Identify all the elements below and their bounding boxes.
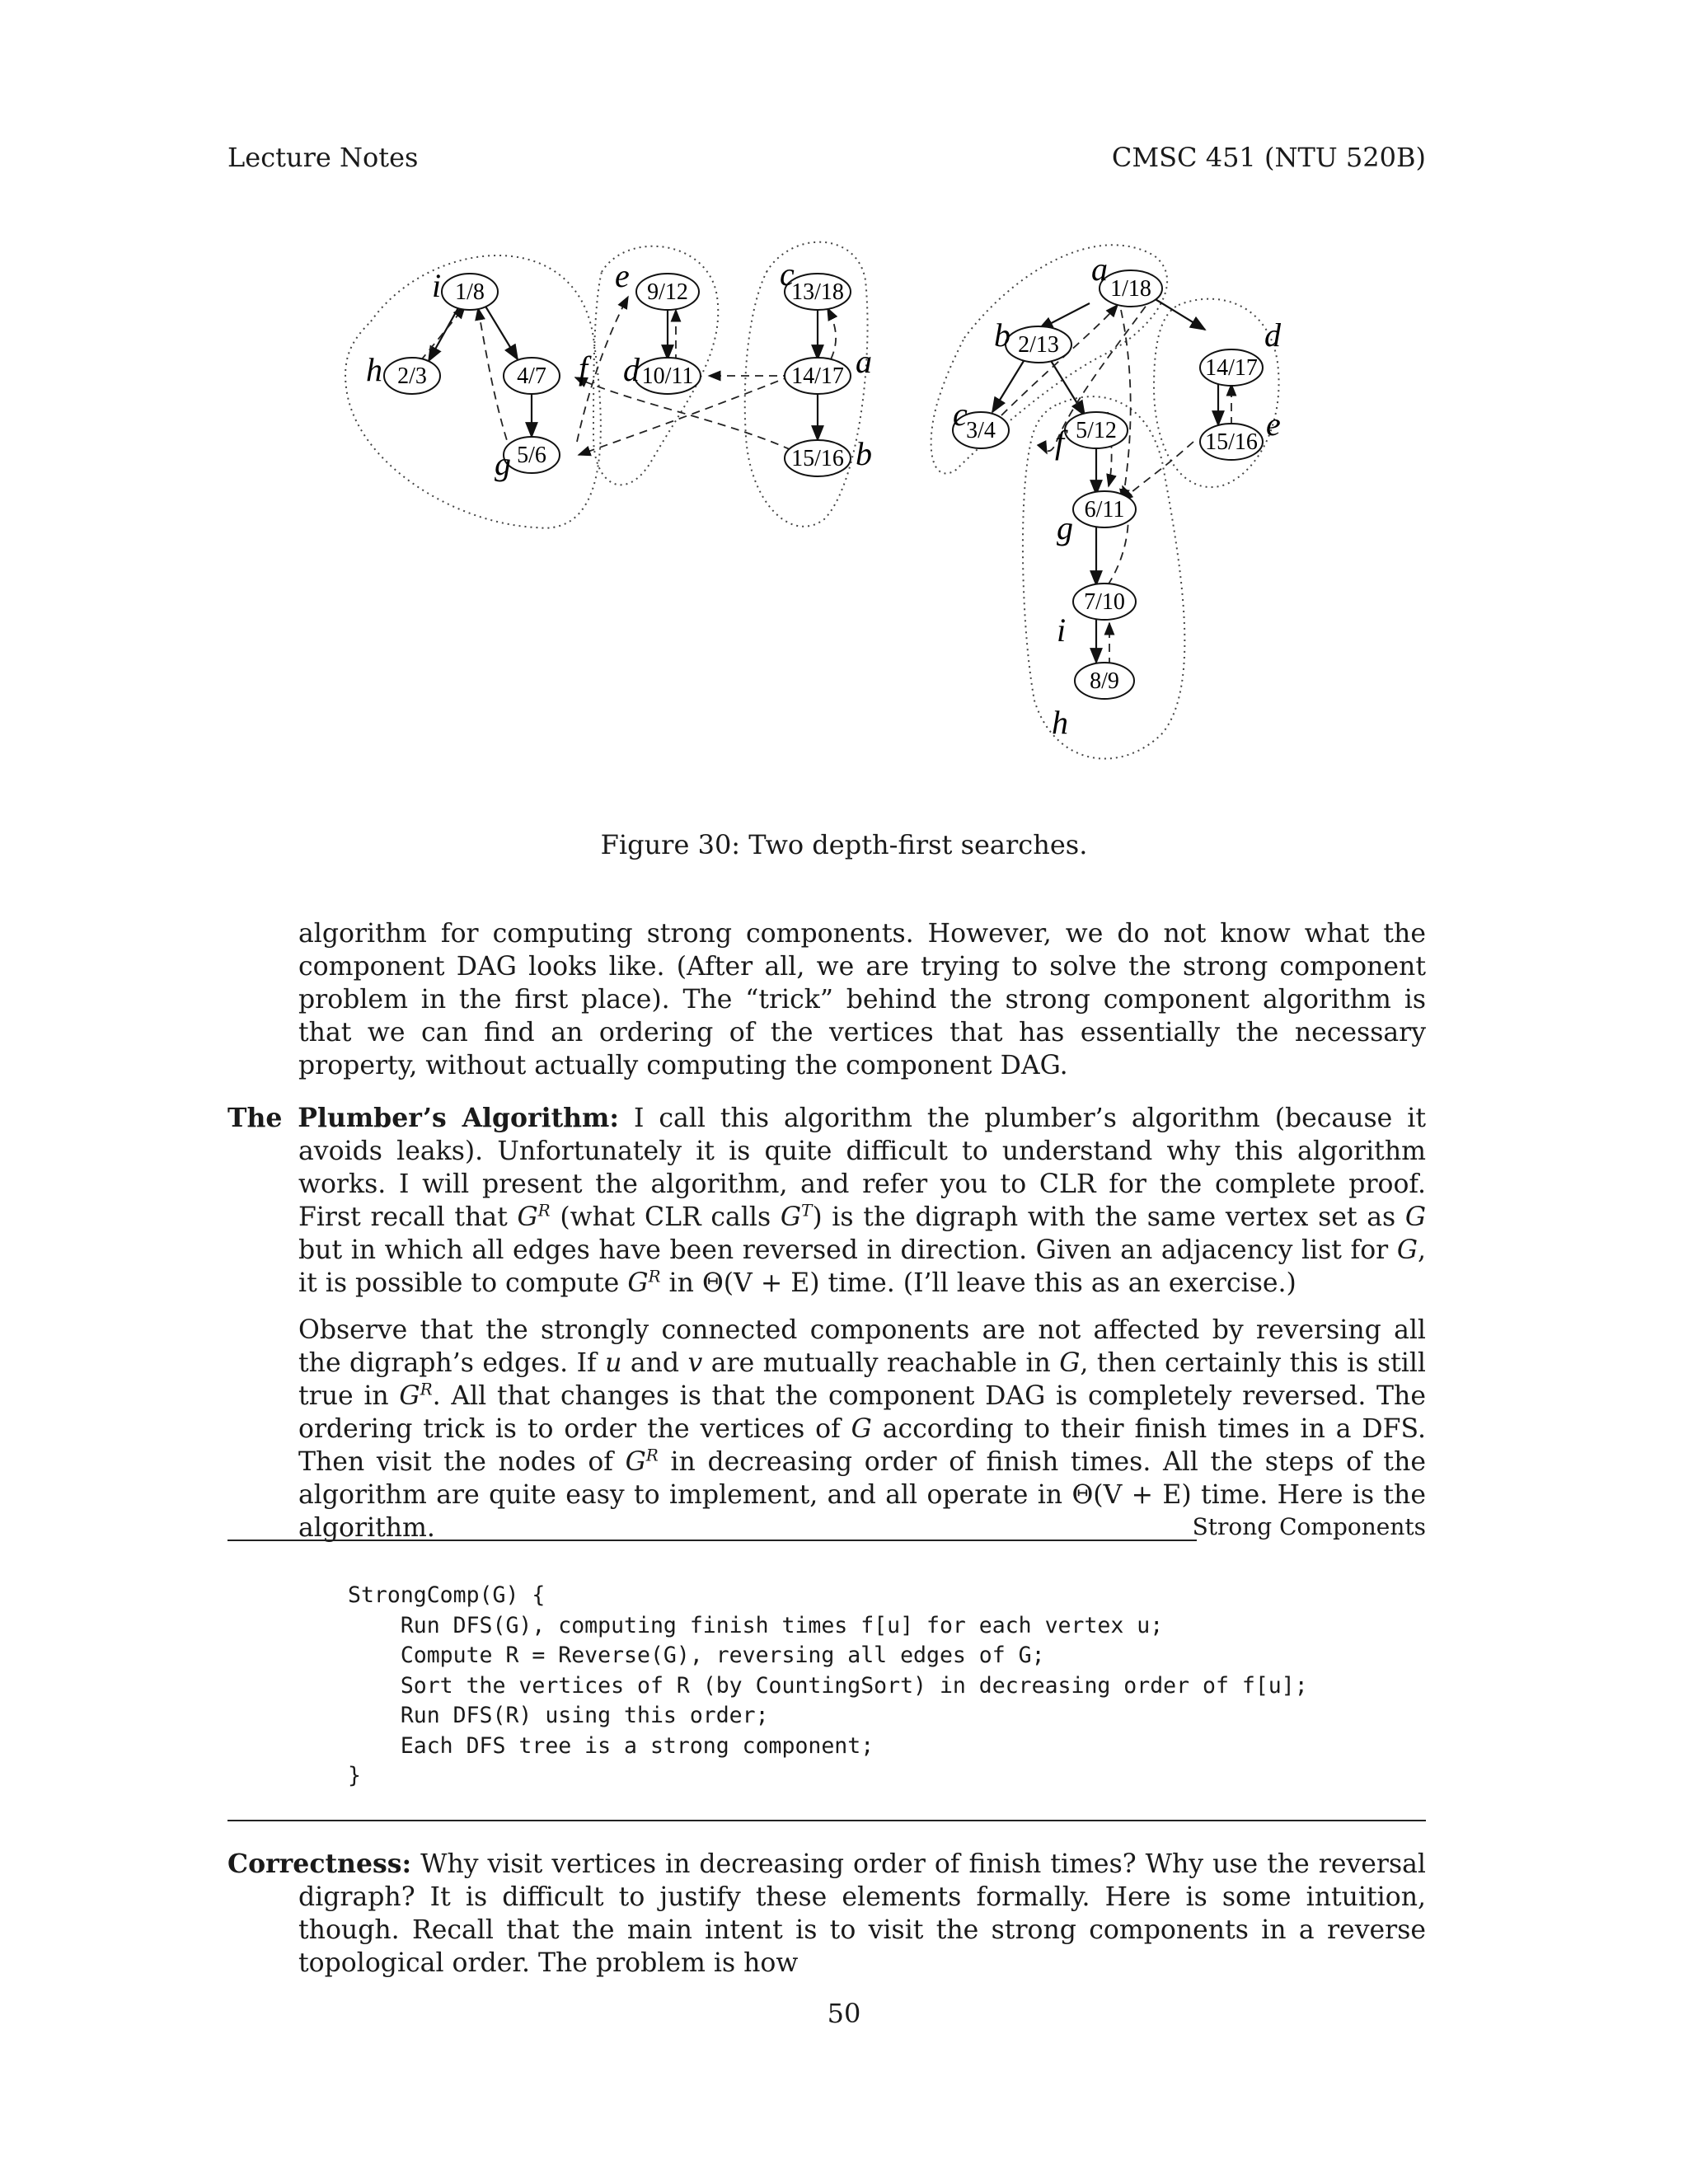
svg-text:8/9: 8/9 bbox=[1090, 668, 1119, 694]
svg-text:2/13: 2/13 bbox=[1018, 332, 1059, 358]
svg-text:13/18: 13/18 bbox=[791, 279, 844, 305]
figure-dfs-graphs bbox=[330, 239, 1319, 799]
svg-text:2/3: 2/3 bbox=[397, 363, 427, 389]
right-graph bbox=[953, 251, 1282, 741]
svg-text:9/12: 9/12 bbox=[647, 279, 688, 305]
vertex-name: c bbox=[780, 255, 795, 293]
vertex-name: b bbox=[856, 435, 872, 472]
vertex-node bbox=[1006, 326, 1071, 363]
svg-text:5/6: 5/6 bbox=[517, 443, 546, 468]
vertex-node bbox=[1073, 491, 1136, 527]
svg-text:3/4: 3/4 bbox=[966, 418, 996, 443]
svg-text:1/8: 1/8 bbox=[455, 279, 485, 305]
vertex-node bbox=[442, 274, 498, 310]
vertex-node bbox=[1100, 270, 1162, 307]
vertex-node bbox=[504, 358, 560, 394]
figure-caption: Figure 30: Two depth-first searches. bbox=[600, 829, 1088, 860]
svg-text:14/17: 14/17 bbox=[1205, 355, 1258, 381]
vertex-name: e bbox=[1266, 405, 1281, 443]
component-outlines bbox=[345, 242, 1279, 759]
vertex-name: d bbox=[623, 351, 640, 388]
vertex-name: i bbox=[1057, 612, 1067, 649]
svg-text:4/7: 4/7 bbox=[517, 363, 546, 389]
svg-text:7/10: 7/10 bbox=[1084, 589, 1125, 615]
vertex-node bbox=[785, 274, 851, 310]
svg-text:10/11: 10/11 bbox=[641, 363, 694, 389]
vertex-node bbox=[384, 358, 440, 394]
vertex-node bbox=[1075, 663, 1134, 699]
vertex-name: f bbox=[1055, 424, 1065, 461]
svg-text:5/12: 5/12 bbox=[1076, 418, 1117, 443]
paragraph-reversal-observation: Observe that the strongly connected components are not affected by reversing all the digraph’s edges. If u and v are mutually reachable in G, then certainly this is still true in $G^R$. All that changes is that the component DAG is completely reversed. The ordering trick is to order the vertices of G according to their finish times in a DFS. Then visit the nodes of $G^R$ in decreasing order of finish times. All the steps of the algorithm are quite easy to implement, and all operate in Θ(V + E) time. Here is the algorithm. bbox=[298, 1315, 1426, 1543]
paragraph-intro-continuation: algorithm for computing strong components. However, we do not know what the component DAG looks like. (After all, we are trying to solve the strong component problem in the first place). The “trick” behind the strong component algorithm is that we can find an ordering of the vertices that has essentially the necessary property, without actually computing the component DAG. bbox=[298, 919, 1426, 1080]
vertex-name: d bbox=[1264, 316, 1281, 354]
vertex-name: c bbox=[953, 396, 968, 433]
svg-text:14/17: 14/17 bbox=[791, 363, 844, 389]
vertex-name: b bbox=[994, 316, 1010, 354]
page-number: 50 bbox=[827, 1998, 861, 2029]
vertex-name: h bbox=[1052, 704, 1068, 741]
vertex-node bbox=[785, 440, 851, 476]
paragraph-lead: Correctness: bbox=[227, 1849, 412, 1879]
vertex-node bbox=[635, 358, 701, 394]
vertex-name: a bbox=[1091, 251, 1108, 288]
paragraph-lead: The Plumber’s Algorithm: bbox=[227, 1103, 620, 1133]
vertex-name: a bbox=[856, 343, 872, 380]
algorithm-title: Strong Components bbox=[1192, 1513, 1426, 1540]
vertex-node bbox=[1200, 349, 1263, 386]
paragraph-correctness: Correctness: Why visit vertices in decreasing order of finish times? Why use the reversal digraph? It is difficult to justify these elements formally. Here is some intuition, though. Recall that the main intent is to visit the strong components in a reverse topological order. The problem is how bbox=[227, 1849, 1426, 1978]
running-header-left: Lecture Notes bbox=[227, 142, 419, 173]
vertex-node bbox=[1200, 424, 1263, 460]
algorithm-code: StrongComp(G) { Run DFS(G), computing finish times f[u] for each vertex u; Compute R = Reverse(G), reversing all edges of G; Sort the vertices of R (by CountingSort) in decreasing order of f[u]; Run DFS(R) using this order; Each DFS tree is a strong component; } bbox=[348, 1582, 1308, 1788]
algorithm-top-rule bbox=[227, 1540, 1197, 1541]
running-header-right: CMSC 451 (NTU 520B) bbox=[1111, 142, 1426, 173]
vertex-name: g bbox=[1057, 509, 1073, 546]
vertex-node bbox=[1065, 412, 1128, 448]
paragraph-plumbers-algorithm: The Plumber’s Algorithm: I call this algorithm the plumber’s algorithm (because it avoids leaks). Unfortunately it is quite difficult to understand why this algorithm works. I will present the algorithm, and refer you to CLR for the complete proof. First recall that $G^R$ (what CLR calls $G^T$) is the digraph with the same vertex set as G but in which all edges have been reversed in direction. Given an adjacency list for G, it is possible to compute $G^R$ in Θ(V + E) time. (I’ll leave this as an exercise.) bbox=[227, 1103, 1426, 1298]
svg-text:15/16: 15/16 bbox=[791, 446, 844, 471]
algorithm-bottom-rule bbox=[227, 1820, 1426, 1821]
vertex-name: e bbox=[615, 257, 630, 294]
vertex-node bbox=[504, 437, 560, 473]
vertex-name: g bbox=[495, 445, 511, 482]
svg-text:6/11: 6/11 bbox=[1084, 497, 1125, 523]
vertex-node bbox=[1073, 583, 1136, 620]
svg-text:1/18: 1/18 bbox=[1110, 276, 1151, 302]
vertex-name: h bbox=[366, 351, 382, 388]
vertex-node bbox=[636, 274, 699, 310]
vertex-node bbox=[785, 358, 851, 394]
svg-text:15/16: 15/16 bbox=[1205, 429, 1258, 455]
vertex-name: f bbox=[579, 349, 588, 387]
left-graph bbox=[366, 255, 872, 482]
vertex-name: i bbox=[432, 267, 442, 304]
